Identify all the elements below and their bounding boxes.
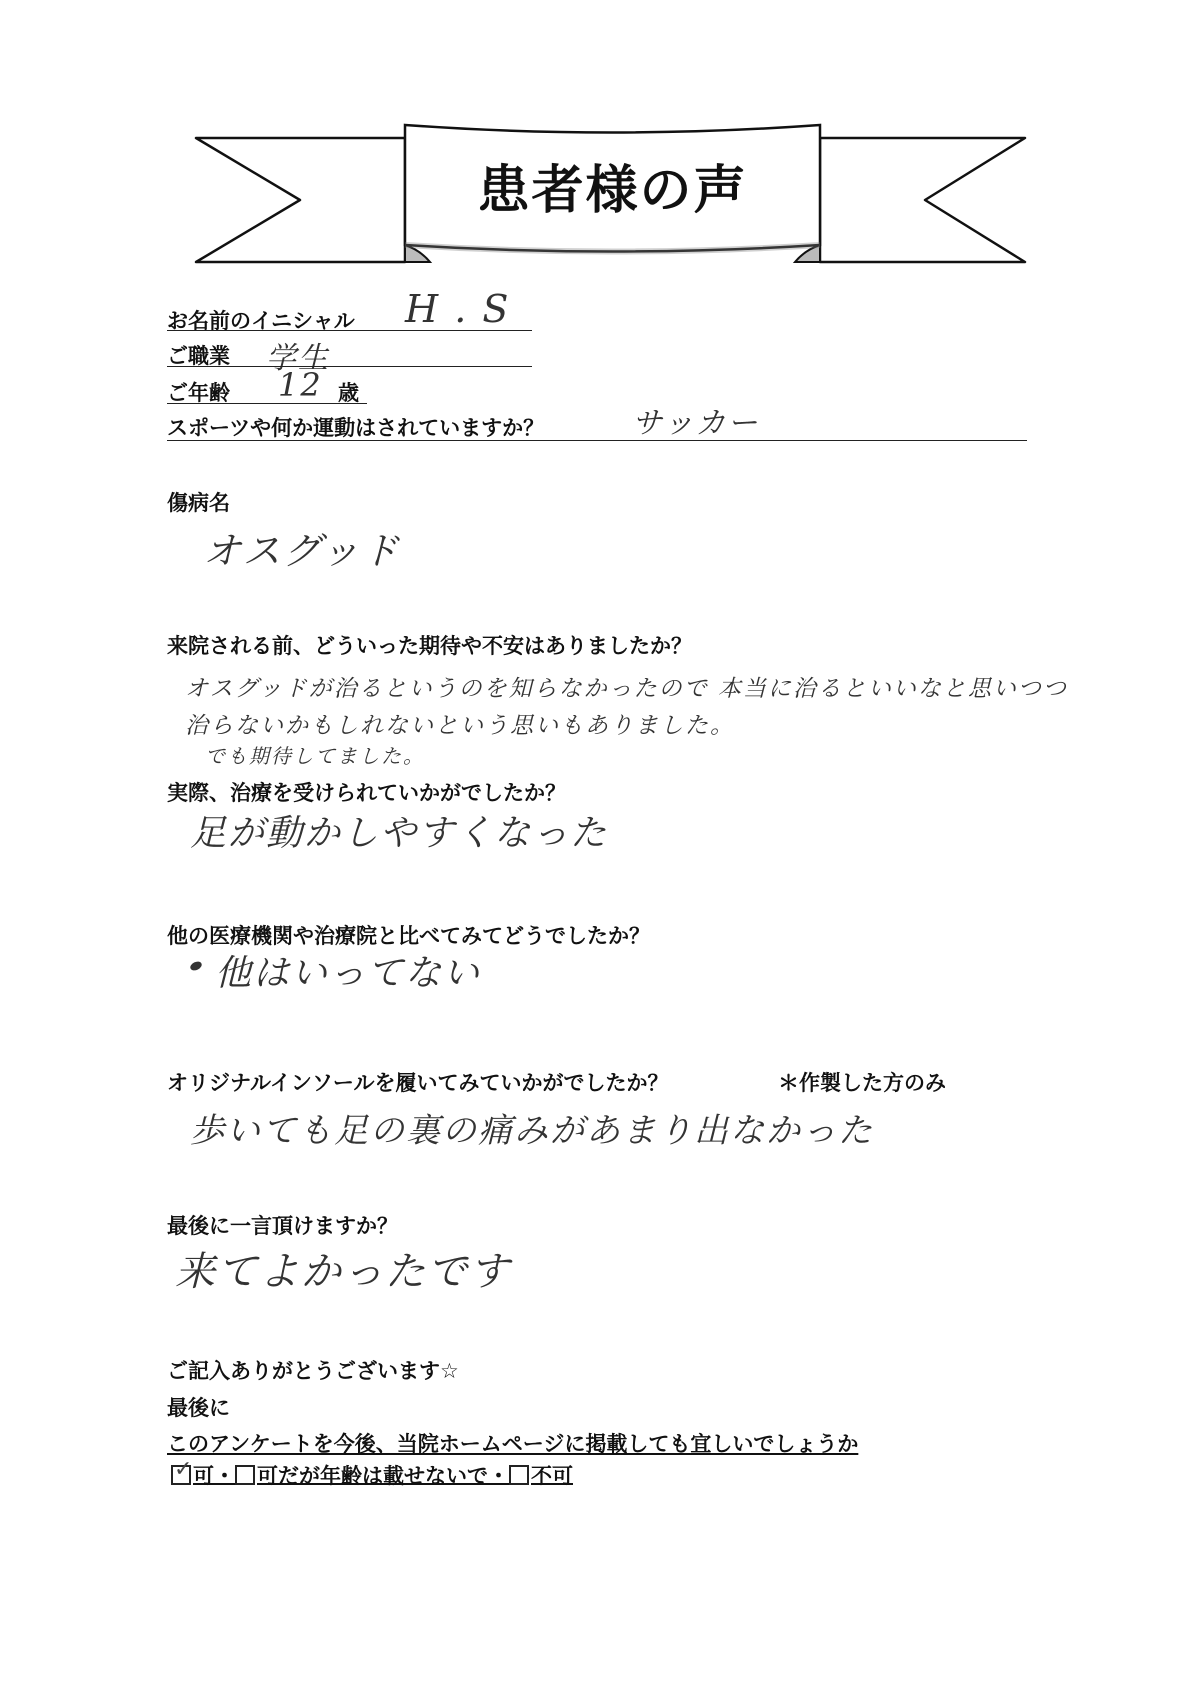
consent-option-allow-label: 可 (193, 1464, 214, 1488)
occupation-label: ご職業 (167, 344, 230, 368)
initials-label: お名前のイニシャル (167, 309, 355, 333)
insole-question: オリジナルインソールを履いてみていかがでしたか？ (167, 1071, 669, 1095)
before-visit-question: 来院される前、どういった期待や不安はありましたか？ (167, 634, 692, 658)
consent-checkbox-deny[interactable] (509, 1465, 529, 1485)
consent-checkbox-allow[interactable] (171, 1457, 193, 1485)
consent-question: このアンケートを今後、当院ホームページに掲載しても宜しいでしょうか (167, 1432, 859, 1456)
before-visit-answer-line-2: 治らないかもしれないという思いもありました。 (185, 713, 735, 739)
before-visit-answer-line-1: オスグッドが治るというのを知らなかったので 本当に治るといいなと思いつつ (185, 676, 1068, 702)
insole-answer: 歩いても足の裏の痛みがあまり出なかった (190, 1111, 874, 1151)
occupation-underline (167, 366, 532, 367)
page-title: 患者様の声 (477, 161, 748, 221)
last-text: 最後に (167, 1396, 230, 1420)
injury-answer: オスグッド (203, 529, 401, 573)
initials-value: H . S (405, 287, 511, 331)
consent-option-no-age-label: 可だが年齢は載せないで (257, 1464, 488, 1488)
title-ribbon-banner (0, 0, 1200, 290)
consent-options (171, 1457, 573, 1490)
final-word-answer: 来てよかったです (175, 1249, 511, 1295)
sports-label: スポーツや何か運動はされていますか？ (167, 416, 545, 440)
injury-question: 傷病名 (167, 491, 230, 515)
option-separator: ・ (488, 1464, 509, 1488)
thanks-text: ご記入ありがとうございます☆ (167, 1359, 459, 1383)
sports-underline (167, 440, 1027, 441)
treatment-answer: 足が動かしやすくなった (190, 813, 609, 854)
consent-checkbox-no-age[interactable] (235, 1465, 255, 1485)
sports-value: サッカー (632, 406, 760, 441)
option-separator: ・ (214, 1464, 235, 1488)
occupation-value: 学生 (266, 341, 330, 376)
age-value: 12 (278, 366, 323, 404)
age-unit: 歳 (338, 381, 359, 405)
comparison-question: 他の医療機関や治療院と比べてみてどうでしたか？ (167, 924, 650, 948)
final-word-question: 最後に一言頂けますか？ (167, 1214, 398, 1238)
treatment-question: 実際、治療を受けられていかがでしたか？ (167, 781, 566, 805)
initials-underline (167, 330, 532, 331)
consent-option-deny-label: 不可 (531, 1464, 573, 1488)
age-underline (167, 403, 367, 404)
insole-note: ＊作製した方のみ (778, 1071, 946, 1095)
before-visit-answer-line-3: でも期待してました。 (205, 744, 425, 768)
comparison-answer: 他はいってない (215, 953, 482, 994)
bullet-icon (189, 960, 203, 972)
age-label: ご年齢 (167, 381, 230, 405)
check-mark-icon: ✓ (174, 1457, 193, 1482)
